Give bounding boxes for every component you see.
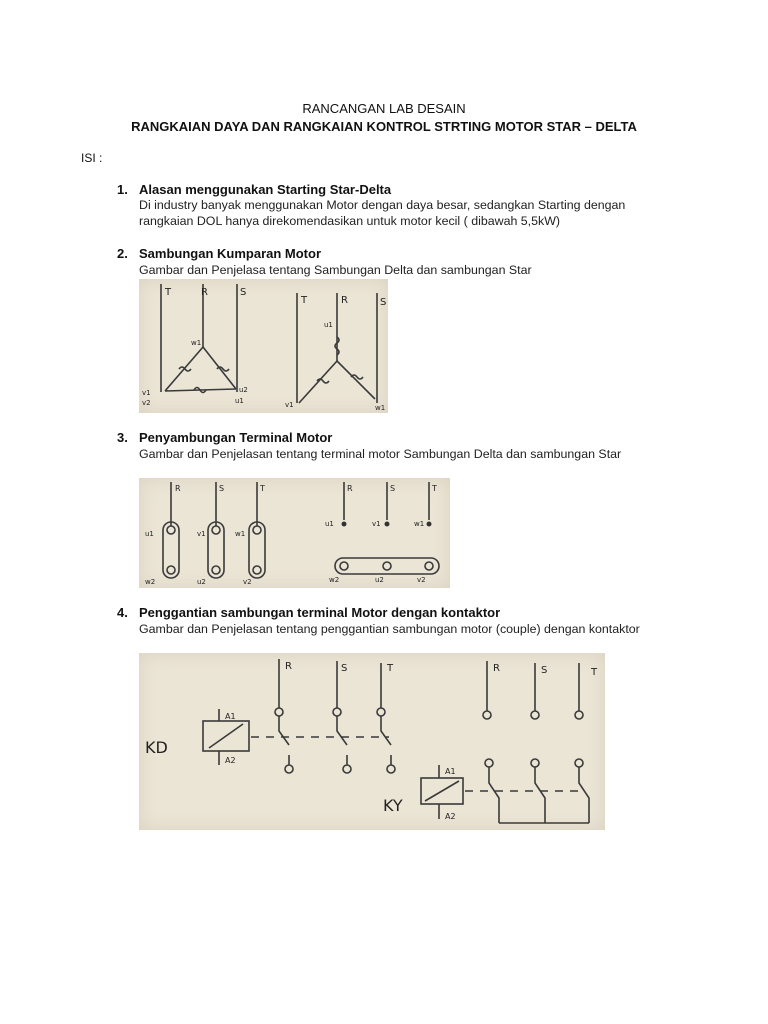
fig1-star-v1: v1 xyxy=(285,401,294,409)
doc-title: RANCANGAN LAB DESAIN xyxy=(302,101,466,116)
fig1-term-w1: w1 xyxy=(191,339,202,347)
doc-subtitle: RANGKAIAN DAYA DAN RANGKAIAN KONTROL STRTING MOTOR STAR – DELTA xyxy=(131,119,637,134)
fig2-star-w2: w2 xyxy=(329,576,340,584)
fig1-star-label-r: R xyxy=(341,295,348,306)
fig1-label-t: T xyxy=(165,287,172,298)
fig1-star-label-t: T xyxy=(301,295,308,306)
fig3-ky-a1: A1 xyxy=(445,767,456,776)
isi-label: ISI : xyxy=(81,151,103,165)
section-1-title: Alasan menggunakan Starting Star-Delta xyxy=(139,182,392,197)
section-2-body: Gambar dan Penjelasa tentang Sambungan Delta dan sambungan Star xyxy=(139,263,532,277)
fig1-term-v2: v2 xyxy=(142,399,151,407)
fig2-star-label-r: R xyxy=(347,484,353,493)
fig3-ky-label: KY xyxy=(383,796,403,815)
fig2-term-v1: v1 xyxy=(197,530,206,538)
section-4-heading xyxy=(117,605,500,621)
section-3-title: Penyambungan Terminal Motor xyxy=(139,430,333,445)
figure-winding-connection xyxy=(139,279,388,413)
figure-contactor-connection xyxy=(139,653,605,830)
fig2-star-u2: u2 xyxy=(375,576,384,584)
section-1-heading xyxy=(117,182,391,198)
section-3-heading xyxy=(117,430,332,446)
fig3-kd-a2: A2 xyxy=(225,756,236,765)
terminal-sketch xyxy=(139,478,450,588)
section-1-body: Di industry banyak menggunakan Motor dengan daya besar, sedangkan Starting dengan rangkaian DOL hanya direkomendasikan untuk motor kecil ( dibawah 5,5kW) xyxy=(139,198,626,228)
fig1-star-label-s: S xyxy=(380,297,387,308)
fig1-term-u2: u2 xyxy=(239,386,248,394)
fig3-kd-label: KD xyxy=(145,738,168,757)
fig2-star-label-s: S xyxy=(390,484,396,493)
fig3-label-t: T xyxy=(387,663,394,674)
fig3-ky-a2: A2 xyxy=(445,812,456,821)
fig3-label-r: R xyxy=(285,661,292,672)
section-2-title: Sambungan Kumparan Motor xyxy=(139,246,322,261)
section-3-body: Gambar dan Penjelasan tentang terminal motor Sambungan Delta dan sambungan Star xyxy=(139,447,622,461)
fig1-label-r: R xyxy=(201,287,208,298)
fig2-term-w1: w1 xyxy=(235,530,246,538)
fig3-kd-a1: A1 xyxy=(225,712,236,721)
fig1-label-s: S xyxy=(240,287,247,298)
fig1-term-v1: v1 xyxy=(142,389,151,397)
fig1-star-w1: w1 xyxy=(375,404,386,412)
fig1-star-u1: u1 xyxy=(324,321,333,329)
fig2-star-v2: v2 xyxy=(417,576,426,584)
section-1-number: 1. xyxy=(117,182,128,197)
fig2-star-label-t: T xyxy=(432,484,437,493)
fig3-ky-label-r: R xyxy=(493,663,500,674)
fig2-term-u2: u2 xyxy=(197,578,206,586)
section-2-heading xyxy=(117,246,321,262)
section-4-title: Penggantian sambungan terminal Motor dengan kontaktor xyxy=(139,605,501,620)
winding-sketch xyxy=(139,279,388,413)
section-2-number: 2. xyxy=(117,246,128,261)
section-4-body: Gambar dan Penjelasan tentang penggantian sambungan motor (couple) dengan kontaktor xyxy=(139,622,640,636)
section-4-number: 4. xyxy=(117,605,128,620)
fig2-term-u1: u1 xyxy=(145,530,154,538)
fig2-label-s: S xyxy=(219,484,225,493)
fig2-label-t: T xyxy=(260,484,265,493)
fig2-term-v2: v2 xyxy=(243,578,252,586)
fig2-label-r: R xyxy=(175,484,181,493)
fig3-ky-label-t: T xyxy=(591,667,598,678)
contactor-sketch xyxy=(139,653,605,830)
section-3-number: 3. xyxy=(117,430,128,445)
fig3-ky-label-s: S xyxy=(541,665,548,676)
fig2-term-w2: w2 xyxy=(145,578,156,586)
fig2-star-u1: u1 xyxy=(325,520,334,528)
fig3-label-s: S xyxy=(341,663,348,674)
fig2-star-v1: v1 xyxy=(372,520,381,528)
figure-terminal-box xyxy=(139,478,450,588)
fig2-star-w1: w1 xyxy=(414,520,425,528)
fig1-term-u1: u1 xyxy=(235,397,244,405)
